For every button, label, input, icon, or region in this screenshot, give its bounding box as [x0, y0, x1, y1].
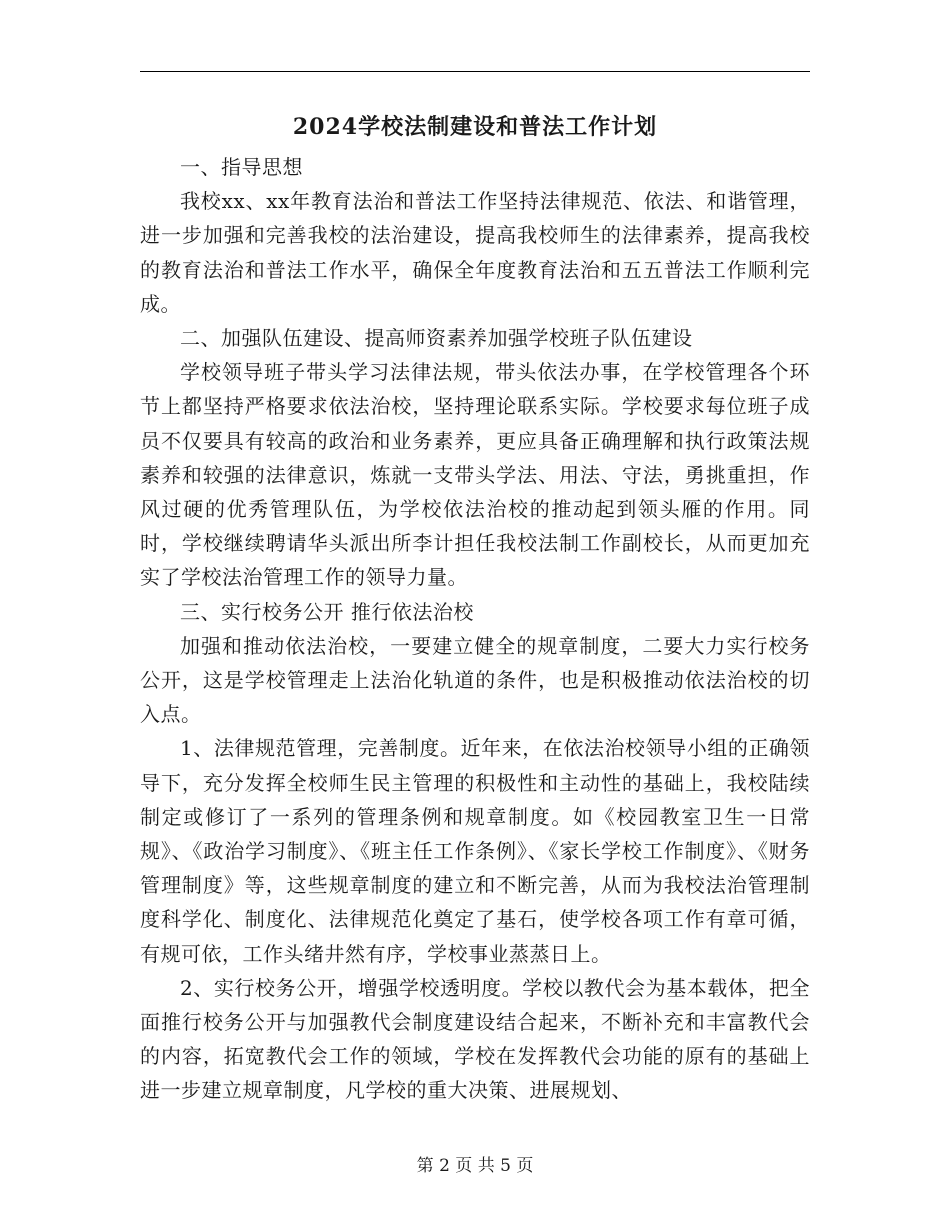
paragraph-transparency: 2、实行校务公开，增强学校透明度。学校以教代会为基本载体，把全面推行校务公开与加强教代会制度建设结合起来，不断补充和丰富教代会的内容，拓宽教代会工作的领域，学校在发挥教代会功能的原有的基础上进一步建立规章制度，凡学校的重大决策、进展规划、 [140, 975, 810, 1103]
document-body [140, 150, 810, 1108]
paragraph-guiding-ideology: 我校xx、xx年教育法治和普法工作坚持法律规范、依法、和谐管理，进一步加强和完善我校的法治建设，提高我校师生的法律素养，提高我校的教育法治和普法工作水平，确保全年度教育法治和五五普法工作顺利完成。 [140, 189, 810, 316]
heading-open-affairs: 三、实行校务公开 推行依法治校 [180, 599, 474, 624]
paragraph-open-affairs: 加强和推动依法治校，一要建立健全的规章制度，二要大力实行校务公开，这是学校管理走上法治化轨道的条件，也是积极推动依法治校的切入点。 [140, 633, 810, 727]
heading-guiding-ideology: 一、指导思想 [180, 155, 303, 179]
document-title: 2024学校法制建设和普法工作计划 [292, 114, 658, 140]
header-rule [140, 71, 810, 72]
page-footer: 第 2 页 共 5 页 [416, 1156, 534, 1176]
paragraph-team-building: 学校领导班子带头学习法律法规，带头依法办事，在学校管理各个环节上都坚持严格要求依法治校，坚持理论联系实际。学校要求每位班子成员不仅要具有较高的政治和业务素养，更应具备正确理解和执行政策法规素养和较强的法律意识，炼就一支带头学法、用法、守法，勇挑重担，作风过硬的优秀管理队伍，为学校依法治校的推动起到领头雁的作用。同时，学校继续聘请华头派出所李计担任我校法制工作副校长，从而更加充实了学校法治管理工作的领导力量。 [140, 360, 810, 590]
heading-team-building: 二、加强队伍建设、提高师资素养加强学校班子队伍建设 [180, 326, 693, 351]
paragraph-rules-system: 1、法律规范管理，完善制度。近年来，在依法治校领导小组的正确领导下，充分发挥全校师生民主管理的积极性和主动性的基础上，我校陆续制定或修订了一系列的管理条例和规章制度。如《校园教室卫生一日常规》、《政治学习制度》、《班主任工作条例》、《家长学校工作制度》、《财务管理制度》等，这些规章制度的建立和不断完善，从而为我校法治管理制度科学化、制度化、法律规范化奠定了基石，使学校各项工作有章可循，有规可依，工作头绪井然有序，学校事业蒸蒸日上。 [140, 736, 810, 966]
